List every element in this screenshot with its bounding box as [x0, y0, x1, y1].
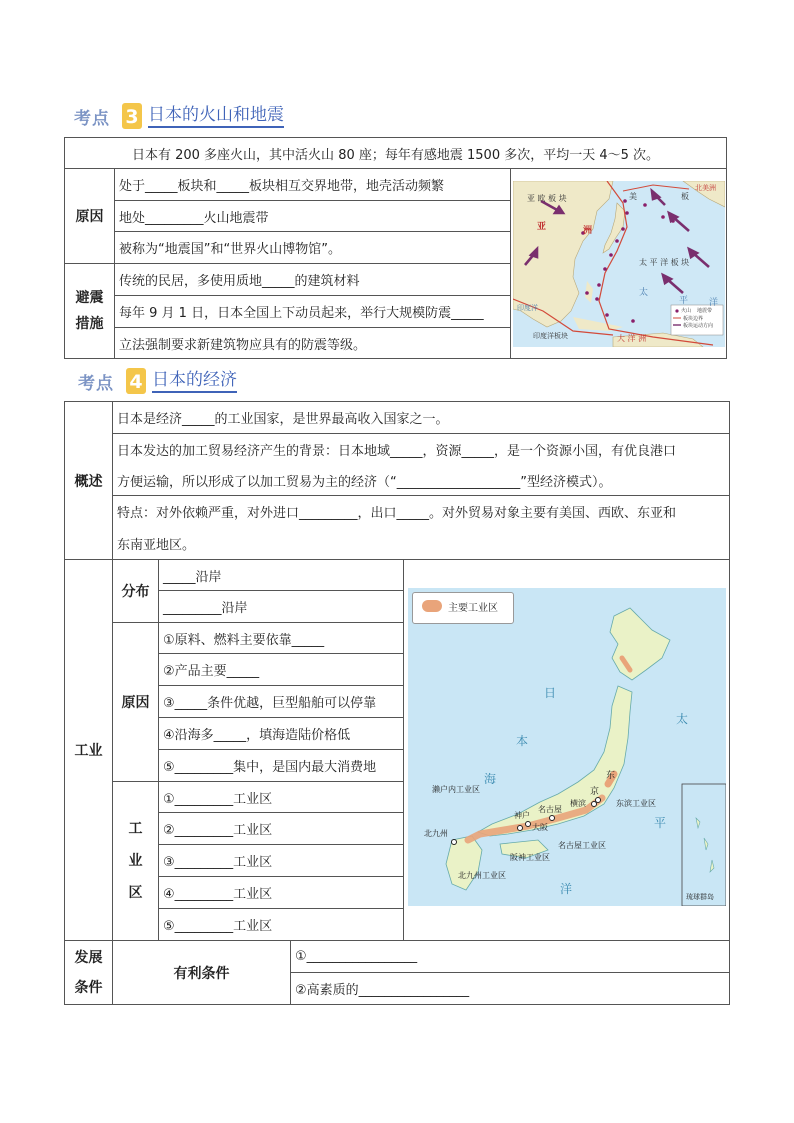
map-label-nagoya: 名古屋 — [538, 805, 562, 814]
section2-title: 日本的经济 — [152, 369, 237, 393]
overview-label: 概述 — [65, 402, 113, 560]
kaodian-label: 考点 — [74, 108, 110, 129]
japan-map-svg — [408, 588, 726, 906]
legend-quake: 地震带 — [697, 307, 713, 314]
plate-map — [513, 181, 725, 347]
zones-label: 工业区 — [113, 782, 159, 941]
map-label-nagoya-zone: 名古屋工业区 — [558, 841, 606, 850]
svg-text:3: 3 — [125, 106, 139, 128]
map-label-plate: 板 — [681, 191, 689, 201]
distribution-row: _____沿岸 — [159, 560, 404, 591]
map-label-yang: 洋 — [709, 297, 719, 308]
reason-row: 处于_____板块和_____板块相互交界地带，地壳活动频繁 — [115, 169, 511, 201]
measure-row: 立法强制要求新建筑物应具有的防震等级。 — [115, 328, 511, 359]
distribution-row: _________沿岸 — [159, 591, 404, 623]
map-label-yokohama: 横滨 — [570, 799, 586, 808]
zone-row: ④_________工业区 — [159, 877, 404, 909]
section1-header — [74, 103, 284, 129]
economy-table — [64, 401, 730, 1005]
reason-row: 被称为“地震国”和“世界火山博物馆”。 — [115, 232, 511, 264]
distribution-label: 分布 — [113, 560, 159, 623]
map-label-tai: 太 — [639, 287, 649, 298]
map-label-ben: 本 — [516, 734, 529, 748]
map-label-tai: 太 — [676, 712, 689, 726]
map-label-asia: 亚 — [537, 221, 547, 232]
zone-row: ②_________工业区 — [159, 813, 404, 845]
map-label-zhou: 洲 — [583, 225, 593, 236]
map-label-kobe: 神户 — [514, 811, 530, 820]
industry-label: 工业 — [65, 560, 113, 941]
map-label-eurasian-plate: 亚 欧 板 块 — [527, 193, 567, 203]
overview-row: 日本发达的加工贸易经济产生的背景：日本地域_____，资源_____，是一个资源小国，有优良港口 — [113, 434, 730, 466]
favorable-row: ②高素质的_________________ — [291, 973, 730, 1005]
map-label-kitakyushu: 北九州 — [424, 829, 448, 838]
reasons-label: 原因 — [113, 623, 159, 782]
measure-row: 传统的民居，多使用质地_____的建筑材料 — [115, 264, 511, 296]
overview-row: 方便运输，所以形成了以加工贸易为主的经济（“___________________”型经济模式）。 — [113, 466, 730, 496]
number-3-icon — [122, 103, 142, 129]
section1-title: 日本的火山和地震 — [148, 104, 284, 128]
industry-map-frame — [404, 560, 726, 936]
map-label-pacific-plate: 太 平 洋 板 块 — [639, 257, 690, 267]
reason-row: ③_____条件优越，巨型船舶可以停靠 — [159, 686, 404, 718]
reason-row: ⑤_________集中，是国内最大消费地 — [159, 750, 404, 782]
dev-label: 发展条件 — [65, 941, 113, 1005]
legend-volcano: 火山 — [681, 307, 692, 314]
reason-row: ②产品主要_____ — [159, 654, 404, 686]
svg-text:4: 4 — [129, 371, 143, 393]
measures-label: 避震措施 — [65, 264, 115, 359]
map-label-indian-ocean: 印度洋 — [517, 303, 538, 312]
overview-row: 特点：对外依赖严重，对外进口_________，出口_____。对外贸易对象主要有美国、西欧、东亚和 — [113, 496, 730, 528]
intro-cell: 日本有 200 多座火山，其中活火山 80 座；每年有感地震 1500 多次，平均一天 4～5 次。 — [65, 138, 727, 169]
volcano-quake-table — [64, 137, 727, 359]
measure-row: 每年 9 月 1 日，日本全国上下动员起来，举行大规模防震_____ — [115, 296, 511, 328]
map-label-jing: 京 — [590, 787, 600, 797]
zone-row: ①_________工业区 — [159, 782, 404, 813]
number-4-icon — [126, 368, 146, 394]
map-label-hai: 海 — [484, 772, 497, 786]
map-label-osaka: 大阪 — [532, 823, 548, 832]
reason-row: ①原料、燃料主要依靠_____ — [159, 623, 404, 654]
map-label-kitakyushu-zone: 北九州工业区 — [458, 871, 506, 880]
map-label-ping: 平 — [679, 295, 689, 306]
map-label-america: 美 — [629, 191, 637, 201]
map-label-oceania: 大 洋 洲 — [617, 333, 647, 343]
map-label-tokyo-zone: 东滨工业区 — [616, 799, 656, 808]
favorable-label: 有利条件 — [113, 941, 291, 1005]
zone-row: ⑤_________工业区 — [159, 909, 404, 941]
legend-text: 主要工业区 — [448, 603, 498, 614]
legend-swatch — [422, 600, 442, 612]
map-label-ping: 平 — [654, 816, 667, 830]
zone-row: ③_________工业区 — [159, 845, 404, 877]
kaodian-label: 考点 — [78, 373, 114, 394]
reason-row: ④沿海多_____，填海造陆价格低 — [159, 718, 404, 750]
section2-header — [78, 368, 237, 394]
map-cell — [511, 169, 727, 359]
overview-row: 日本是经济_____的工业国家，是世界最高收入国家之一。 — [113, 402, 730, 434]
map-label-indian-plate: 印度洋板块 — [533, 331, 568, 340]
map-label-yang: 洋 — [560, 882, 573, 896]
overview-row: 东南亚地区。 — [113, 528, 730, 560]
industry-map — [408, 588, 726, 906]
legend-boundary: 板块边界 — [683, 315, 704, 322]
map-label-hanshin: 阪神工业区 — [510, 853, 550, 862]
reason-row: 地处_________火山地震带 — [115, 201, 511, 232]
map-label-ryukyu: 琉球群岛 — [686, 893, 714, 901]
industry-map-cell — [404, 560, 730, 941]
map-label-ri: 日 — [544, 686, 557, 700]
legend-motion: 板块运动方向 — [683, 322, 714, 329]
map-label-setouchi: 濑户内工业区 — [432, 785, 480, 794]
reason-label: 原因 — [65, 169, 115, 264]
map-label-dong: 东 — [606, 771, 616, 781]
map-label-north-america: 北美洲 — [695, 183, 716, 192]
favorable-row: ①_________________ — [291, 941, 730, 973]
